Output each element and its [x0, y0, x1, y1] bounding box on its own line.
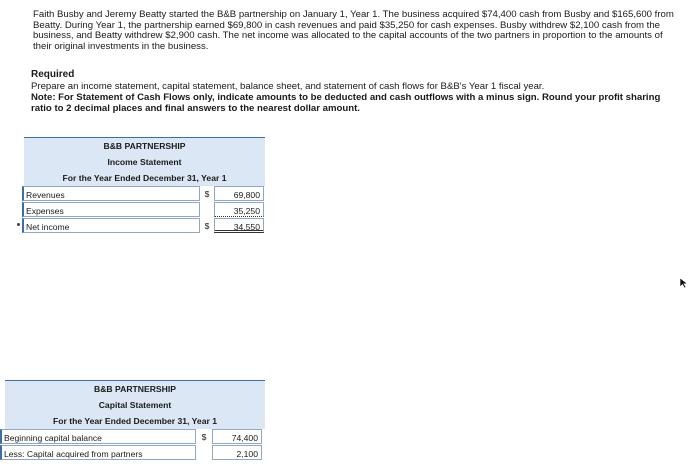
revenues-currency: $ — [204, 189, 210, 199]
income-row-expenses — [22, 202, 265, 218]
arrow-cursor-icon — [679, 277, 689, 289]
income-company-name: B&B PARTNERSHIP — [103, 141, 186, 151]
capital-statement-period: For the Year Ended December 31, Year 1 — [52, 416, 217, 426]
income-statement — [22, 137, 265, 234]
net-income-amount-field[interactable]: 34,550 — [214, 218, 264, 233]
expenses-amount-field[interactable]: 35,250 — [214, 202, 264, 217]
capital-statement-title: Capital Statement — [98, 400, 172, 410]
beginning-capital-amount-field[interactable]: 74,400 — [212, 429, 262, 444]
capital-statement-header — [5, 380, 265, 429]
income-row-revenues — [22, 186, 265, 202]
income-statement-title: Income Statement — [107, 157, 182, 167]
bullet-icon — [17, 223, 20, 226]
revenues-amount-field[interactable]: 69,800 — [214, 186, 264, 201]
capital-company-name: B&B PARTNERSHIP — [94, 384, 176, 394]
beginning-capital-currency: $ — [201, 432, 207, 442]
income-row-net-income — [22, 218, 265, 234]
revenues-label-field[interactable]: Revenues — [22, 186, 200, 201]
required-instructions: Prepare an income statement, capital statement, balance sheet, and statement of cash flows for B&B's Year 1 fiscal year. — [31, 81, 545, 92]
net-income-currency: $ — [204, 221, 210, 231]
problem-description: Faith Busby and Jeremy Beatty started the B&B partnership on January 1, Year 1. The business acquired $74,400 cash from Busby and $165,600 from Beatty. During Year 1, the partnership earned $69,800 in cash revenues and paid $35,250 for cash expenses. Busby withdrew $2,100 cash from the business, and Beatty withdrew $2,900 cash. The net income was allocated to the capital accounts of the two partners in proportion to the amounts of their original investments in the business. — [33, 9, 674, 52]
capital-acquired-label-field[interactable]: Less: Capital acquired from partners — [0, 445, 196, 460]
beginning-capital-label-field[interactable]: Beginning capital balance — [0, 429, 196, 444]
required-heading: Required — [31, 69, 75, 80]
income-statement-period: For the Year Ended December 31, Year 1 — [62, 173, 227, 183]
expenses-label-field[interactable]: Expenses — [22, 202, 200, 217]
income-statement-header — [24, 137, 265, 186]
required-note: Note: For Statement of Cash Flows only, indicate amounts to be deducted and cash outflows with a minus sign. Round your profit sharing ratio to 2 decimal places and final answers to the nearest dollar amount. — [31, 92, 661, 114]
capital-statement — [0, 380, 265, 461]
capital-row-beginning-balance — [0, 429, 265, 445]
capital-acquired-amount-field[interactable]: 2,100 — [212, 445, 262, 460]
net-income-label-field[interactable]: Net income — [22, 218, 200, 233]
capital-row-capital-acquired — [0, 445, 265, 461]
